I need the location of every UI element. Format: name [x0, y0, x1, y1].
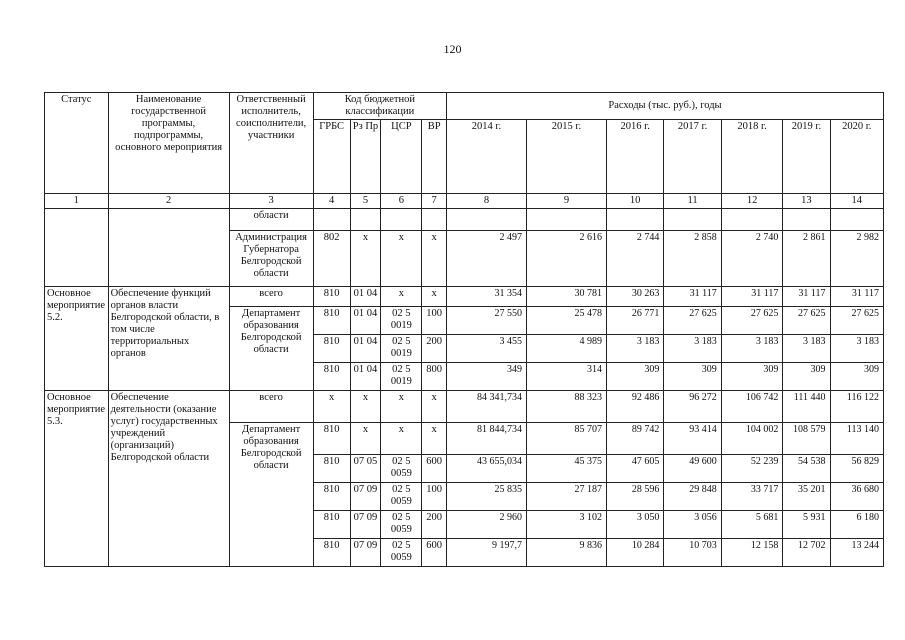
cell-value: 56 829	[830, 455, 884, 483]
header-budget-code: Код бюджетной классификации	[313, 93, 446, 120]
cell-value: 3 183	[721, 335, 783, 363]
cell-vr: х	[422, 391, 447, 423]
cell-vr: х	[422, 231, 447, 287]
column-index: 2	[108, 194, 229, 209]
cell-value: 349	[446, 363, 526, 391]
department: Департамент образования Белгородской области	[229, 307, 313, 391]
cell-value: 49 600	[664, 455, 721, 483]
cell-value: 5 931	[783, 511, 830, 539]
cell-value: 9 197,7	[446, 539, 526, 567]
cell-value: 27 625	[830, 307, 884, 335]
cell-grbs: 810	[313, 307, 350, 335]
cell-value: 3 455	[446, 335, 526, 363]
admin-responsible: Администрация Губернатора Белгородской области	[229, 231, 313, 287]
cell-value: 2 960	[446, 511, 526, 539]
cell-value: 85 707	[526, 423, 606, 455]
cell-value: 30 263	[606, 287, 663, 307]
cell-vr: 800	[422, 363, 447, 391]
cell-csr: 02 5 0019	[381, 335, 422, 363]
header-vr: ВР	[422, 120, 447, 194]
cell-value: 27 625	[721, 307, 783, 335]
cell-value: 314	[526, 363, 606, 391]
cell-rzpr: 07 09	[350, 511, 381, 539]
column-index: 13	[783, 194, 830, 209]
department: Департамент образования Белгородской области	[229, 423, 313, 567]
cell-value: 4 989	[526, 335, 606, 363]
cell-grbs: 810	[313, 363, 350, 391]
cell-value: 116 122	[830, 391, 884, 423]
cell-rzpr: х	[350, 231, 381, 287]
cell-value: 36 680	[830, 483, 884, 511]
cell-value: 27 550	[446, 307, 526, 335]
cell-value: 25 835	[446, 483, 526, 511]
cell-value: 2 982	[830, 231, 884, 287]
cell-value: 43 655,034	[446, 455, 526, 483]
cell-value: 31 117	[830, 287, 884, 307]
header-year: 2014 г.	[446, 120, 526, 194]
cell-value: 3 056	[664, 511, 721, 539]
cell-rzpr: 01 04	[350, 287, 381, 307]
cell-grbs: 810	[313, 335, 350, 363]
cell-value: 3 050	[606, 511, 663, 539]
cell-value: 33 717	[721, 483, 783, 511]
cell-value: 45 375	[526, 455, 606, 483]
cell-value: 9 836	[526, 539, 606, 567]
cell-grbs: 810	[313, 511, 350, 539]
cell-csr: х	[381, 423, 422, 455]
cell-value: 2 497	[446, 231, 526, 287]
cell-rzpr: 07 05	[350, 455, 381, 483]
cell-value: 111 440	[783, 391, 830, 423]
header-year: 2018 г.	[721, 120, 783, 194]
cell-value: 3 102	[526, 511, 606, 539]
column-index: 10	[606, 194, 663, 209]
header-year: 2016 г.	[606, 120, 663, 194]
column-index: 5	[350, 194, 381, 209]
cell-csr: 02 5 0059	[381, 539, 422, 567]
header-year: 2017 г.	[664, 120, 721, 194]
cell-value: 3 183	[830, 335, 884, 363]
continuation-row	[45, 209, 884, 231]
cell-value: 89 742	[606, 423, 663, 455]
cell-csr: х	[381, 231, 422, 287]
column-index: 11	[664, 194, 721, 209]
cell-value: 13 244	[830, 539, 884, 567]
cell-value: 2 861	[783, 231, 830, 287]
cell-value: 12 702	[783, 539, 830, 567]
column-index: 8	[446, 194, 526, 209]
cell-value: 309	[606, 363, 663, 391]
column-index-row	[45, 194, 884, 209]
cell-csr: 02 5 0059	[381, 511, 422, 539]
column-index: 3	[229, 194, 313, 209]
column-index: 14	[830, 194, 884, 209]
cell-value: 2 858	[664, 231, 721, 287]
total-label: всего	[229, 391, 313, 423]
cell-value: 6 180	[830, 511, 884, 539]
page-number: 120	[443, 42, 462, 56]
cell-value: 84 341,734	[446, 391, 526, 423]
cell-value: 106 742	[721, 391, 783, 423]
header-expenses: Расходы (тыс. руб.), годы	[446, 93, 883, 120]
header-status: Статус	[45, 93, 109, 194]
cell-vr: 100	[422, 483, 447, 511]
column-index: 12	[721, 194, 783, 209]
cell-value: 309	[721, 363, 783, 391]
cell-value: 31 354	[446, 287, 526, 307]
cell-csr: 02 5 0019	[381, 363, 422, 391]
cell-value: 96 272	[664, 391, 721, 423]
cell-rzpr: 01 04	[350, 335, 381, 363]
column-index: 6	[381, 194, 422, 209]
cell-value: 309	[664, 363, 721, 391]
cell-value: 47 605	[606, 455, 663, 483]
column-index: 7	[422, 194, 447, 209]
cell-rzpr: 01 04	[350, 307, 381, 335]
table-row	[45, 391, 884, 423]
cell-value: 3 183	[664, 335, 721, 363]
activity-name: Обеспечение функций органов власти Белгородской области, в том числе территориальных органов	[108, 287, 229, 391]
column-index: 4	[313, 194, 350, 209]
cell-value: 31 117	[721, 287, 783, 307]
cell-value: 2 740	[721, 231, 783, 287]
cell-value: 26 771	[606, 307, 663, 335]
activity-status: Основное мероприятие 5.2.	[45, 287, 109, 391]
cell-csr: 02 5 0059	[381, 455, 422, 483]
cell-value: 25 478	[526, 307, 606, 335]
cell-value: 27 187	[526, 483, 606, 511]
cell-rzpr: х	[350, 391, 381, 423]
cell-vr: х	[422, 423, 447, 455]
cell-value: 5 681	[721, 511, 783, 539]
cell-value: 12 158	[721, 539, 783, 567]
cell-value: 2 744	[606, 231, 663, 287]
cell-vr: 100	[422, 307, 447, 335]
cell-value: 31 117	[664, 287, 721, 307]
cell-vr: 200	[422, 511, 447, 539]
cell-grbs: 802	[313, 231, 350, 287]
cell-value: 3 183	[606, 335, 663, 363]
cell-vr: 600	[422, 539, 447, 567]
header-rzpr: Рз Пр	[350, 120, 381, 194]
header-name: Наименование государственной программы, подпрограммы, основного мероприятия	[108, 93, 229, 194]
cell-csr: 02 5 0019	[381, 307, 422, 335]
table-row	[45, 287, 884, 307]
cell-grbs: 810	[313, 287, 350, 307]
cell-csr: 02 5 0059	[381, 483, 422, 511]
cell-value: 30 781	[526, 287, 606, 307]
column-index: 9	[526, 194, 606, 209]
cell-value: 52 239	[721, 455, 783, 483]
cell-rzpr: 01 04	[350, 363, 381, 391]
total-label: всего	[229, 287, 313, 307]
budget-table	[44, 92, 884, 567]
cell-value: 27 625	[783, 307, 830, 335]
cell-rzpr: 07 09	[350, 483, 381, 511]
activity-status: Основное мероприятие 5.3.	[45, 391, 109, 567]
cell-value: 28 596	[606, 483, 663, 511]
continuation-responsible: области	[229, 209, 313, 231]
cell-value: 113 140	[830, 423, 884, 455]
cell-value: 29 848	[664, 483, 721, 511]
cell-value: 108 579	[783, 423, 830, 455]
activity-name: Обеспечение деятельности (оказание услуг) государственных учреждений (организаций) Белгородской области	[108, 391, 229, 567]
cell-value: 88 323	[526, 391, 606, 423]
cell-value: 3 183	[783, 335, 830, 363]
cell-value: 92 486	[606, 391, 663, 423]
header-csr: ЦСР	[381, 120, 422, 194]
cell-value: 54 538	[783, 455, 830, 483]
cell-value: 93 414	[664, 423, 721, 455]
header-responsible: Ответственный исполнитель, соисполнители, участники	[229, 93, 313, 194]
cell-value: 31 117	[783, 287, 830, 307]
cell-vr: 200	[422, 335, 447, 363]
cell-rzpr: х	[350, 423, 381, 455]
cell-value: 10 284	[606, 539, 663, 567]
cell-grbs: 810	[313, 483, 350, 511]
cell-value: 309	[783, 363, 830, 391]
cell-value: 104 002	[721, 423, 783, 455]
cell-value: 27 625	[664, 307, 721, 335]
cell-grbs: 810	[313, 455, 350, 483]
cell-grbs: х	[313, 391, 350, 423]
cell-csr: х	[381, 391, 422, 423]
cell-value: 2 616	[526, 231, 606, 287]
cell-vr: х	[422, 287, 447, 307]
header-year: 2019 г.	[783, 120, 830, 194]
cell-value: 309	[830, 363, 884, 391]
cell-value: 35 201	[783, 483, 830, 511]
cell-vr: 600	[422, 455, 447, 483]
header-year: 2020 г.	[830, 120, 884, 194]
header-row-1	[45, 93, 884, 120]
cell-value: 81 844,734	[446, 423, 526, 455]
header-grbs: ГРБС	[313, 120, 350, 194]
header-year: 2015 г.	[526, 120, 606, 194]
column-index: 1	[45, 194, 109, 209]
cell-csr: х	[381, 287, 422, 307]
cell-grbs: 810	[313, 539, 350, 567]
cell-value: 10 703	[664, 539, 721, 567]
cell-grbs: 810	[313, 423, 350, 455]
cell-rzpr: 07 09	[350, 539, 381, 567]
